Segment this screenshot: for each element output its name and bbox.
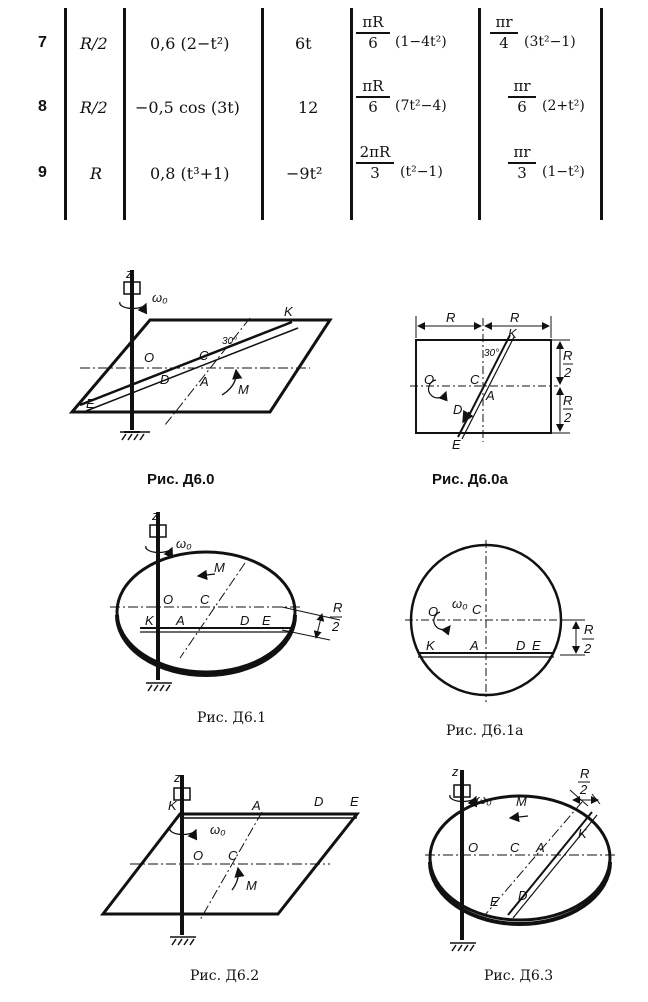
label-c: C	[470, 372, 480, 387]
cell-radius: R/2	[80, 34, 108, 53]
label-r-half-num: R	[584, 622, 594, 637]
label-m: M	[246, 878, 257, 893]
axis-line	[165, 318, 250, 425]
label-o: O	[193, 848, 204, 863]
caption-d6-3: Рис. Д6.3	[484, 968, 554, 984]
label-k: K	[168, 798, 177, 813]
figure-d6-0a	[410, 310, 573, 452]
label-z: z	[452, 764, 459, 779]
cell-omega: 12	[298, 98, 319, 117]
label-k: K	[426, 638, 435, 653]
support-hatch	[146, 683, 172, 691]
caption-d6-2: Рис. Д6.2	[190, 968, 260, 984]
fraction-numerator: πr	[513, 143, 531, 161]
row-number: 9	[38, 164, 47, 181]
row-number: 7	[38, 34, 47, 51]
cell-angle-rest: (2+t²)	[542, 98, 585, 114]
label-angle: 30°	[222, 336, 238, 347]
label-r-half-num: R	[333, 600, 343, 615]
moment-arrow	[198, 574, 215, 576]
label-omega: ω₀	[210, 822, 226, 837]
label-omega: ω₀	[452, 596, 468, 611]
cell-phi: 0,8 (t³+1)	[150, 164, 230, 183]
label-k: K	[284, 304, 293, 319]
label-c: C	[472, 602, 482, 617]
label-m: M	[238, 382, 249, 397]
axis-line	[180, 563, 245, 658]
label-o: O	[468, 840, 479, 855]
label-r-half-den: 2	[584, 641, 592, 656]
caption-d6-0a: Рис. Д6.0а	[432, 471, 508, 488]
label-e: E	[532, 638, 541, 653]
label-z: z	[152, 508, 159, 523]
caption-d6-0: Рис. Д6.0	[147, 471, 215, 488]
label-r-half-num: R	[580, 766, 590, 781]
label-c: C	[510, 840, 520, 855]
label-r-half-den: 2	[332, 619, 340, 634]
fraction-denominator: 3	[370, 163, 380, 182]
cell-omega: −9t²	[286, 164, 323, 183]
label-k: K	[508, 326, 517, 341]
figure-d6-2	[103, 770, 359, 945]
cell-radius: R	[90, 164, 103, 183]
label-r-half-den: 2	[564, 410, 572, 425]
cell-angle-rest: (3t²−1)	[524, 34, 576, 50]
label-d: D	[518, 888, 528, 903]
cell-omega: 6t	[295, 34, 312, 53]
label-e: E	[350, 794, 359, 809]
label-a: A	[252, 798, 261, 813]
cell-arc-rest: (t²−1)	[400, 164, 443, 180]
fraction-denominator: 6	[517, 97, 527, 116]
fraction-numerator: 2πR	[359, 143, 391, 161]
label-o: O	[163, 592, 174, 607]
label-a: A	[470, 638, 479, 653]
label-r-half-num: R	[563, 348, 573, 363]
label-z: z	[174, 770, 181, 785]
label-o: O	[144, 350, 155, 365]
fraction-numerator: πR	[362, 77, 384, 95]
label-k: K	[145, 613, 154, 628]
label-r-half-num: R	[563, 393, 573, 408]
label-a: A	[486, 388, 495, 403]
support-hatch	[170, 937, 196, 945]
dim-r-half	[316, 614, 322, 638]
fraction-denominator: 4	[499, 33, 509, 52]
label-e: E	[490, 894, 499, 909]
disk	[117, 552, 295, 672]
tube	[86, 328, 298, 411]
label-e: E	[452, 437, 461, 452]
label-z: z	[126, 266, 133, 281]
label-d: D	[314, 794, 324, 809]
label-d: D	[240, 613, 250, 628]
label-c: C	[199, 348, 209, 363]
label-e: E	[86, 396, 95, 411]
fraction-denominator: 6	[368, 33, 378, 52]
label-d: D	[160, 372, 170, 387]
moment-arrow	[510, 816, 528, 818]
label-a: A	[536, 840, 545, 855]
row-number: 8	[38, 98, 47, 115]
label-a: A	[200, 374, 209, 389]
label-m: M	[214, 560, 225, 575]
label-a: A	[176, 613, 185, 628]
fraction-numerator: πr	[513, 77, 531, 95]
fraction-numerator: πR	[362, 13, 384, 31]
figure-d6-1	[110, 508, 342, 691]
label-omega: ω₀	[476, 792, 492, 807]
figure-d6-1a	[405, 540, 594, 702]
label-r: R	[446, 310, 456, 325]
axis-line	[485, 802, 582, 915]
label-o: O	[428, 604, 439, 619]
label-r-half-den: 2	[564, 365, 572, 380]
fraction-numerator: πr	[495, 13, 513, 31]
figure-d6-3	[425, 764, 615, 951]
label-d: D	[516, 638, 526, 653]
caption-d6-1: Рис. Д6.1	[197, 710, 267, 726]
support-hatch	[450, 943, 476, 951]
label-omega: ω₀	[176, 536, 192, 551]
support-hatch	[120, 432, 150, 440]
label-r-half-den: 2	[580, 782, 588, 797]
cell-phi: 0,6 (2−t²)	[150, 34, 230, 53]
label-m: M	[516, 794, 527, 809]
label-c: C	[200, 592, 210, 607]
cell-arc-rest: (7t²−4)	[395, 98, 447, 114]
fraction-denominator: 6	[368, 97, 378, 116]
label-d: D	[453, 402, 463, 417]
caption-d6-1a: Рис. Д6.1а	[446, 723, 524, 739]
label-omega: ω₀	[152, 290, 168, 305]
cell-phi: −0,5 cos (3t)	[135, 98, 240, 117]
cell-angle-rest: (1−t²)	[542, 164, 585, 180]
label-c: C	[228, 848, 238, 863]
label-e: E	[262, 613, 271, 628]
label-k: K	[578, 826, 587, 841]
label-r: R	[510, 310, 520, 325]
moment-arrow	[232, 868, 238, 890]
cell-radius: R/2	[80, 98, 108, 117]
cell-arc-rest: (1−4t²)	[395, 34, 447, 50]
fraction-denominator: 3	[517, 163, 527, 182]
label-angle: 30°	[484, 348, 500, 359]
label-o: O	[424, 372, 435, 387]
moment-arrow	[222, 370, 236, 395]
figure-d6-0	[72, 266, 330, 440]
